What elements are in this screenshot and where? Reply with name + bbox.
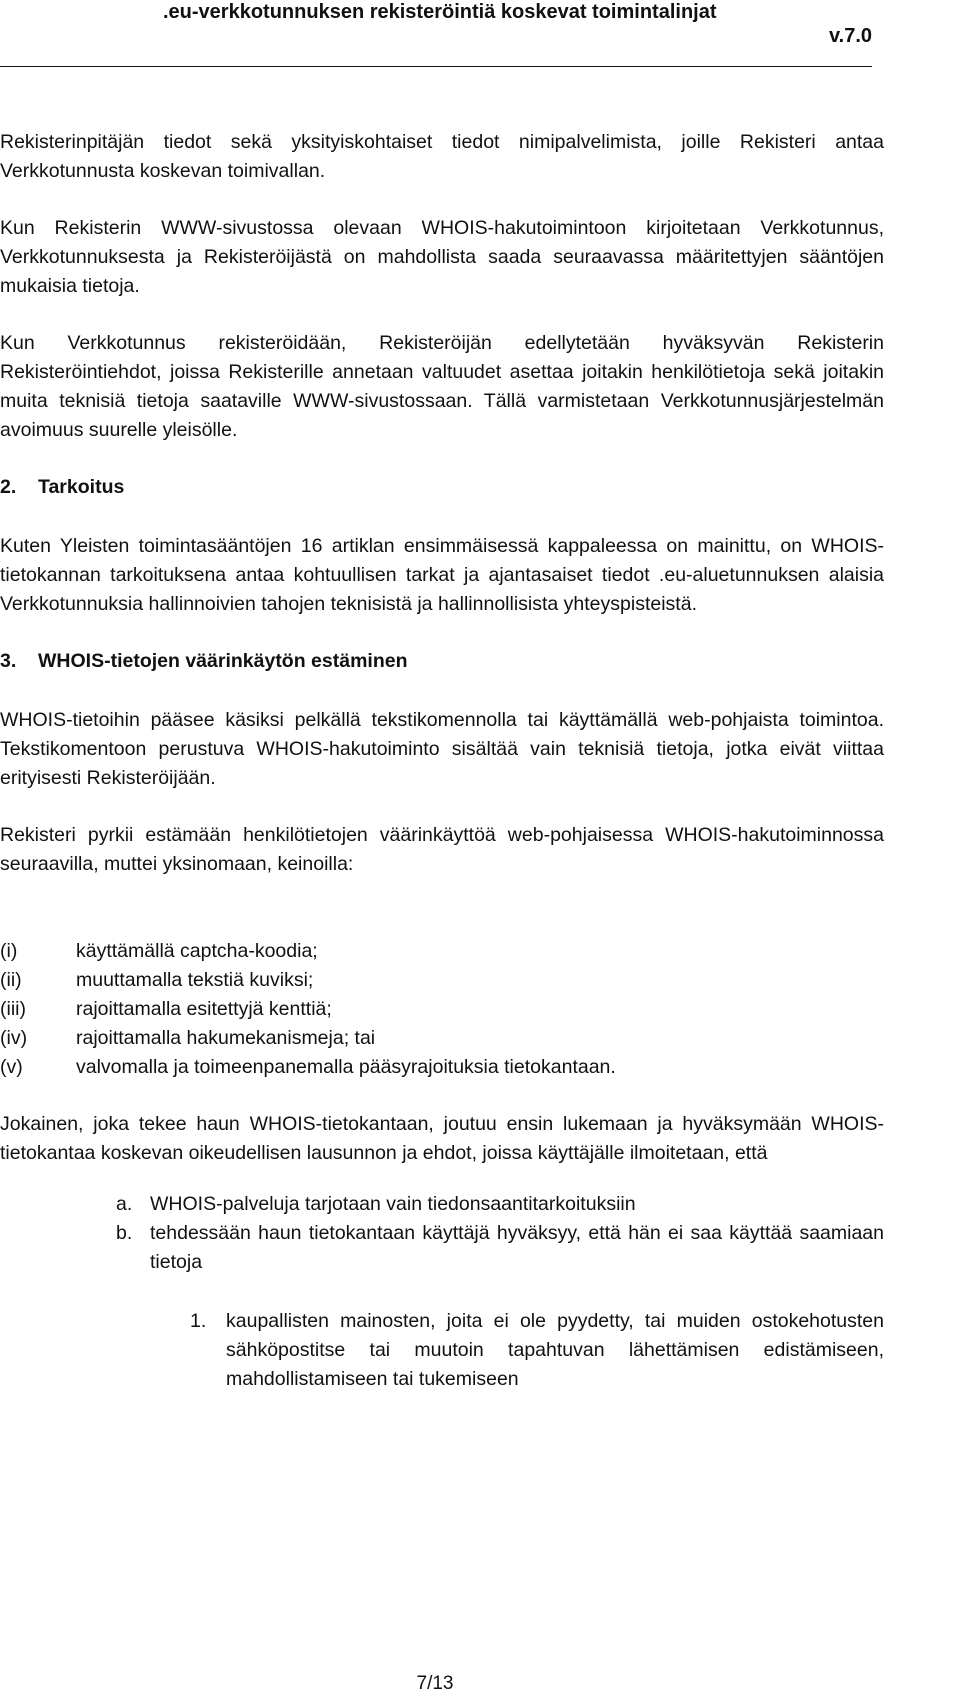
list-item — [0, 966, 884, 995]
header-rule — [0, 66, 872, 67]
list-marker: (iii) — [0, 998, 26, 1020]
prevention-measures-list — [0, 937, 884, 1082]
header-version: v.7.0 — [829, 25, 872, 47]
list-text: rajoittamalla hakumekanismeja; tai — [76, 1027, 376, 1049]
paragraph-whois-lookup: Kun Rekisterin WWW-sivustossa olevaan WHOIS-hakutoimintoon kirjoitetaan Verkkotunnus, Verkkotunnuksesta ja Rekisteröijästä on mahdollista saada seuraavassa määritettyjen sääntöjen mukaisia tietoja. — [0, 217, 884, 297]
list-text: valvomalla ja toimeenpanemalla pääsyrajoituksia tietokantaan. — [76, 1056, 616, 1078]
paragraph-misuse-prevention: Rekisteri pyrkii estämään henkilötietojen väärinkäyttöä web-pohjaisessa WHOIS-hakutoiminnossa seuraavilla, muttei yksinomaan, keinoilla: — [0, 824, 884, 875]
list-text: tehdessään haun tietokantaan käyttäjä hyväksyy, että hän ei saa käyttää saamiaan tietoja — [150, 1222, 884, 1273]
list-item — [0, 937, 884, 966]
list-marker: a. — [116, 1193, 133, 1215]
section-title: WHOIS-tietojen väärinkäytön estäminen — [38, 650, 408, 672]
list-text: WHOIS-palveluja tarjotaan vain tiedonsaantitarkoituksiin — [150, 1193, 636, 1215]
list-item — [0, 1024, 884, 1053]
list-item — [116, 1190, 884, 1219]
list-marker: (ii) — [0, 969, 22, 991]
section-number: 2. — [0, 476, 17, 498]
list-item — [0, 1053, 884, 1082]
paragraph-whois-access: WHOIS-tietoihin pääsee käsiksi pelkällä tekstikomennolla tai käyttämällä web-pohjaista toimintoa. Tekstikomentoon perustuva WHOIS-hakutoiminto sisältää vain teknisiä tietoja, jotka eivät viittaa erityisesti Rekisteröijään. — [0, 709, 884, 789]
list-text: muuttamalla tekstiä kuviksi; — [76, 969, 314, 991]
paragraph-nameserver-info: Rekisterinpitäjän tiedot sekä yksityiskohtaiset tiedot nimipalvelimista, joille Rekisteri antaa Verkkotunnusta koskevan toimivallan. — [0, 131, 884, 182]
section-heading-misuse — [0, 647, 884, 676]
list-marker: (i) — [0, 940, 18, 962]
section-title: Tarkoitus — [38, 476, 125, 498]
paragraph-legal-notice: Jokainen, joka tekee haun WHOIS-tietokantaan, joutuu ensin lukemaan ja hyväksymään WHOIS-tietokantaa koskevan oikeudellisen lausunnon ja ehdot, joissa käyttäjälle ilmoitetaan, että — [0, 1113, 884, 1164]
list-item — [116, 1219, 884, 1277]
list-marker: b. — [116, 1222, 133, 1244]
document-body — [0, 128, 884, 1394]
list-text: käyttämällä captcha-koodia; — [76, 940, 318, 962]
header-title: .eu-verkkotunnuksen rekisteröintiä koskevat toimintalinjat — [163, 1, 717, 23]
user-agreement-list — [0, 1190, 884, 1277]
section-heading-purpose — [0, 473, 884, 502]
list-text: kaupallisten mainosten, joita ei ole pyydetty, tai muiden ostokehotusten sähköpostitse tai muutoin tapahtuvan lähettämisen edistämiseen, mahdollistamiseen tai tukemiseen — [226, 1310, 884, 1390]
list-item — [190, 1307, 884, 1394]
paragraph-purpose: Kuten Yleisten toimintasääntöjen 16 artiklan ensimmäisessä kappaleessa on mainittu, on WHOIS-tietokannan tarkoituksena antaa kohtuullisen tarkat ja ajantasaiset tiedot .eu-aluetunnuksen alaisia Verkkotunnuksia hallinnoivien tahojen teknisistä ja hallinnollisista yhteyspisteistä. — [0, 535, 884, 615]
list-item — [0, 995, 884, 1024]
paragraph-registration-terms: Kun Verkkotunnus rekisteröidään, Rekisteröijän edellytetään hyväksyvän Rekisterin Rekisteröintiehdot, joissa Rekisterille annetaan valtuudet asettaa joitakin henkilötietoja sekä joitakin muita teknisiä tietoja saataville WWW-sivustossaan. Tällä varmistetaan Verkkotunnusjärjestelmän avoimuus suurelle yleisölle. — [0, 332, 884, 441]
list-marker: 1. — [190, 1310, 207, 1332]
prohibited-uses-list — [0, 1307, 884, 1394]
section-number: 3. — [0, 650, 17, 672]
list-marker: (v) — [0, 1056, 23, 1078]
page-number: 7/13 — [416, 1673, 454, 1694]
list-text: rajoittamalla esitettyjä kenttiä; — [76, 998, 332, 1020]
list-marker: (iv) — [0, 1027, 28, 1049]
